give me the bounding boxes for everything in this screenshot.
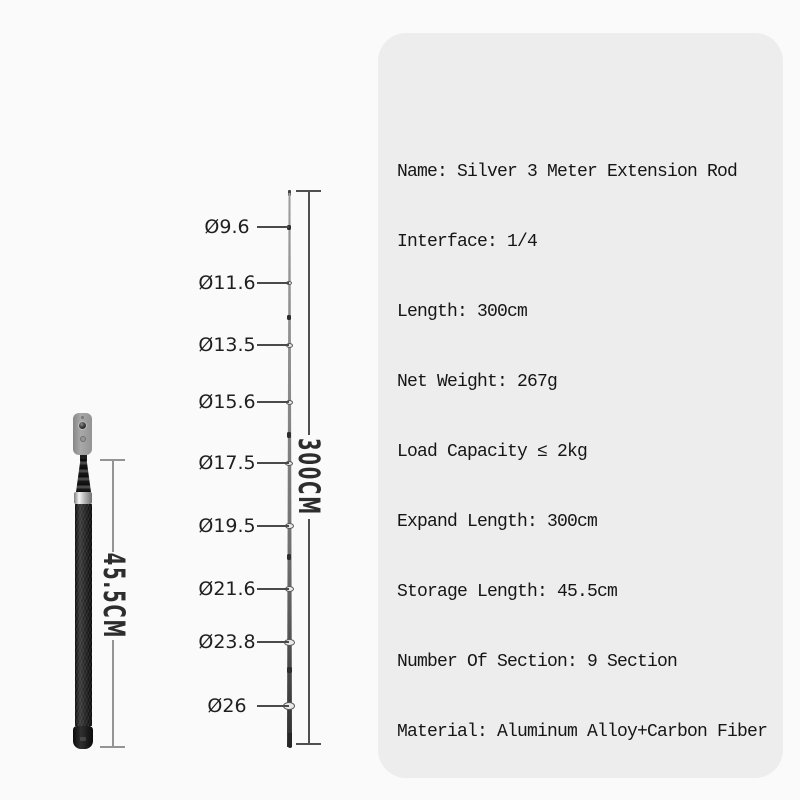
- leader-line: [257, 282, 289, 284]
- spec-material: Material: Aluminum Alloy+Carbon Fiber: [397, 722, 768, 742]
- dim-300-bottom-tick: [296, 743, 321, 745]
- diameter-label: Ø15.6: [198, 391, 256, 413]
- collapsed-length-label: 45.5CM: [97, 552, 131, 640]
- dim-45-line-upper: [112, 460, 114, 552]
- leader-line: [257, 588, 289, 590]
- spec-storage-length: Storage Length: 45.5cm: [397, 582, 618, 602]
- joint-dot: [287, 432, 291, 438]
- joint-dot: [287, 554, 291, 560]
- carbon-fiber-tube: [75, 504, 92, 726]
- extended-rod-bottom: [288, 733, 292, 748]
- camera-mic-dot: [81, 416, 84, 419]
- leader-line: [257, 641, 289, 643]
- diameter-label: Ø9.6: [204, 216, 250, 238]
- dim-45-bottom-tick: [100, 746, 125, 748]
- camera-head: [73, 413, 92, 455]
- diameter-label: Ø23.8: [198, 631, 256, 653]
- diameter-label: Ø17.5: [198, 452, 256, 474]
- leader-line: [257, 462, 289, 464]
- joint-dot: [287, 315, 291, 320]
- spec-load-capacity: Load Capacity ≤ 2kg: [397, 442, 588, 462]
- end-cap-logo: [80, 737, 86, 741]
- dim-300-line-upper: [308, 191, 310, 435]
- spec-expand-length: Expand Length: 300cm: [397, 512, 598, 532]
- leader-line: [257, 401, 289, 403]
- spec-interface: Interface: 1/4: [397, 232, 538, 252]
- camera-button: [80, 436, 86, 442]
- joint-dot: [287, 667, 292, 673]
- diameter-label: Ø11.6: [198, 272, 256, 294]
- spec-name: Name: Silver 3 Meter Extension Rod: [397, 162, 738, 182]
- diameter-label: Ø19.5: [198, 515, 256, 537]
- collapsed-telescoping-sections: [76, 459, 91, 492]
- extended-length-label: 300CM: [292, 438, 326, 516]
- spec-net-weight: Net Weight: 267g: [397, 372, 558, 392]
- dim-300-line-lower: [308, 519, 310, 744]
- camera-lens: [78, 421, 87, 430]
- chrome-collar: [74, 492, 92, 504]
- leader-line: [257, 525, 289, 527]
- spec-panel: [378, 33, 783, 778]
- diameter-label: Ø26: [207, 695, 247, 717]
- diameter-label: Ø21.6: [198, 578, 256, 600]
- spec-length: Length: 300cm: [397, 302, 528, 322]
- dim-45-line-lower: [112, 640, 114, 747]
- diameter-label: Ø13.5: [198, 334, 256, 356]
- leader-line: [257, 705, 289, 707]
- leader-line: [257, 226, 289, 228]
- leader-line: [257, 344, 289, 346]
- spec-section-count: Number Of Section: 9 Section: [397, 652, 678, 672]
